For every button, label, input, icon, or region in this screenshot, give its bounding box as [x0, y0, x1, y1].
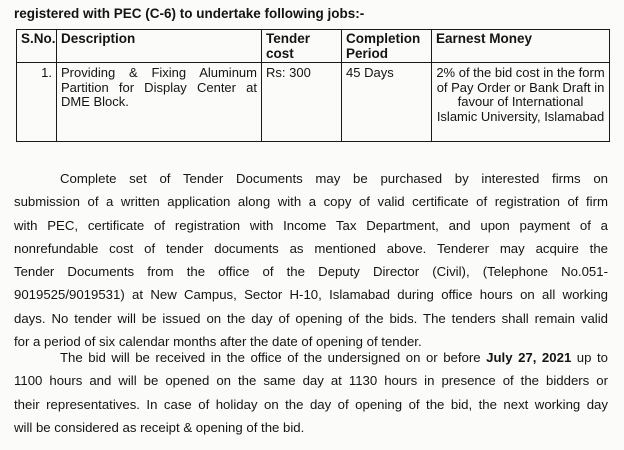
paragraph-line: for a period of six calendar months after the date of opening of tender.: [14, 334, 422, 350]
bid-date: July 27, 2021: [486, 350, 572, 365]
header-description: Description: [57, 30, 262, 63]
paragraph-line: Complete set of Tender Documents may be purchased by interested firms on: [60, 171, 608, 186]
line-text: up to: [571, 350, 609, 365]
paragraph-line: with PEC, certificate of registration with Income Tax Department, and upon payment of a: [14, 217, 608, 233]
paragraph-line: [14, 346, 608, 369]
table-row: [17, 63, 610, 142]
header-tender-cost: Tender cost: [262, 30, 342, 63]
intro-text: registered with PEC (C-6) to undertake following jobs:-: [14, 6, 365, 21]
paragraph-line: nonrefundable cost of tender documents as mentioned above. Tenderer may acquire the: [14, 240, 608, 256]
cell-completion-period: 45 Days: [342, 63, 432, 142]
header-completion-period: Completion Period: [342, 30, 432, 63]
table-header-row: [17, 30, 610, 63]
tender-table: [16, 29, 610, 142]
header-sno: S.No.: [17, 30, 57, 63]
paragraph-line: 1100 hours and will be opened on the same day at 1130 hours in presence of the bidders or: [14, 373, 608, 389]
paragraph-line: Tender Documents from the office of the Deputy Director (Civil), (Telephone No.051-: [14, 264, 608, 280]
paragraph-line: 9019525/9019531) at New Campus, Sector H-10, Islamabad during office hours on all working: [14, 287, 608, 303]
paragraph-tender-documents: [14, 167, 608, 353]
paragraph-line: their representatives. In case of holiday on the day of opening of the bid, the next working day: [14, 396, 608, 412]
paragraph-bid-receipt: [14, 346, 608, 439]
paragraph-line: days. No tender will be issued on the day of opening of the bids. The tenders shall remain valid: [14, 310, 608, 326]
cell-earnest-money: 2% of the bid cost in the form of Pay Order or Bank Draft in favour of International Islamic University, Islamabad: [432, 63, 610, 142]
cell-tender-cost: Rs: 300: [262, 63, 342, 142]
cell-description: Providing & Fixing Aluminum Partition for Display Center at DME Block.: [57, 63, 262, 142]
line-text: The bid will be received in the office of the undersigned on or before: [60, 350, 487, 365]
paragraph-line: will be considered as receipt & opening of the bid.: [14, 419, 305, 435]
header-earnest-money: Earnest Money: [432, 30, 610, 63]
paragraph-line: submission of a written application along with a copy of valid certificate of registration of firm: [14, 194, 608, 210]
cell-sno: 1.: [17, 63, 57, 142]
